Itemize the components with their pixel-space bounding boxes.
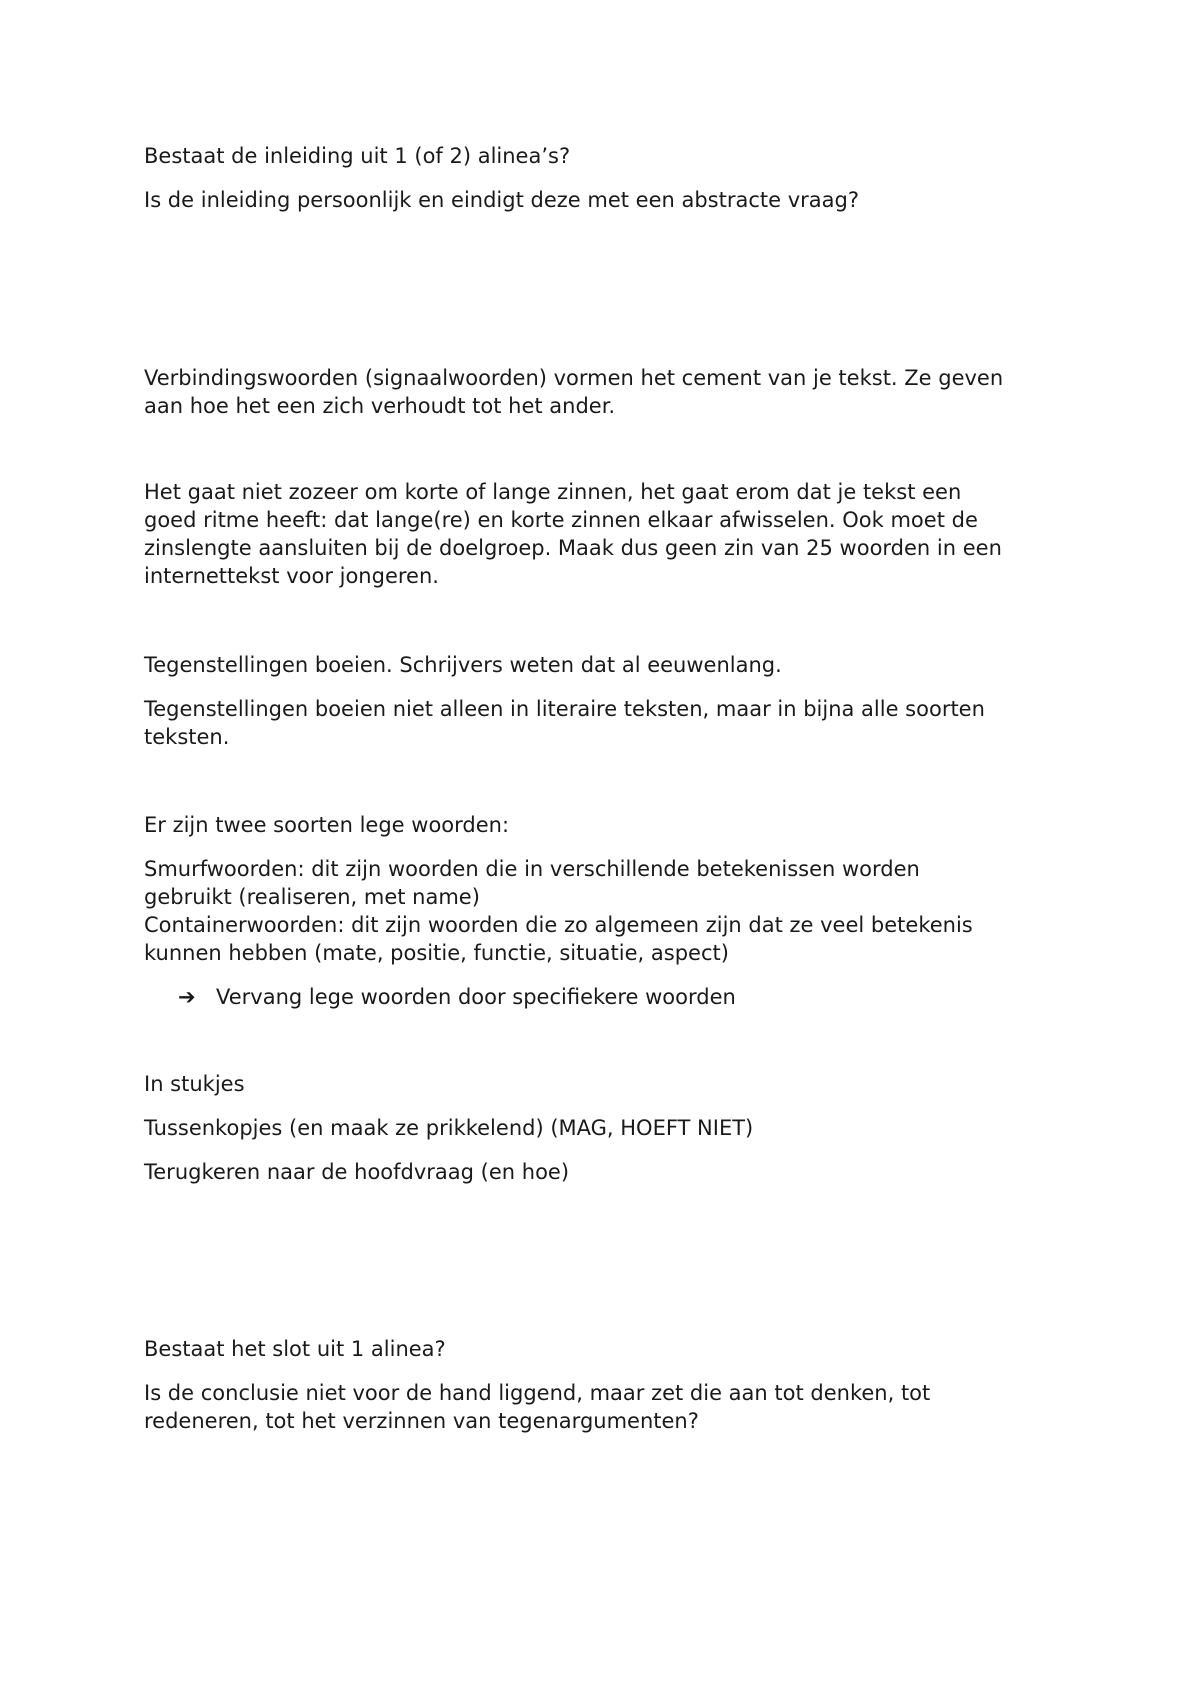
empty-words-intro: Er zijn twee soorten lege woorden: <box>144 813 510 837</box>
structure-paragraph-3: Terugkeren naar de hoofdvraag (en hoe) <box>144 1160 570 1184</box>
container-words-line-1: Containerwoorden: dit zijn woorden die zo algemeen zijn dat ze veel betekenis <box>144 913 973 937</box>
intro-question-2: Is de inleiding persoonlijk en eindigt deze met een abstracte vraag? <box>144 188 859 212</box>
connectors-line-2: aan hoe het een zich verhoudt tot het ander. <box>144 394 616 418</box>
structure-paragraph-2: Tussenkopjes (en maak ze prikkelend) (MAG, HOEFT NIET) <box>144 1116 754 1140</box>
conclusion-question-2-line-2: redeneren, tot het verzinnen van tegenargumenten? <box>144 1409 699 1433</box>
contrasts-line-1: Tegenstellingen boeien niet alleen in literaire teksten, maar in bijna alle soorten <box>144 697 985 721</box>
contrasts-line-2: teksten. <box>144 725 230 749</box>
rhythm-line-3: zinslengte aansluiten bij de doelgroep. Maak dus geen zin van 25 woorden in een <box>144 536 1002 560</box>
rhythm-line-4: internettekst voor jongeren. <box>144 564 439 588</box>
conclusion-question-2-line-1: Is de conclusie niet voor de hand liggend, maar zet die aan tot denken, tot <box>144 1381 931 1405</box>
conclusion-question-1: Bestaat het slot uit 1 alinea? <box>144 1337 446 1361</box>
intro-question-1: Bestaat de inleiding uit 1 (of 2) alinea’s? <box>144 144 571 168</box>
structure-paragraph-1: In stukjes <box>144 1072 245 1096</box>
tip-text: Vervang lege woorden door specifiekere woorden <box>216 985 736 1009</box>
rhythm-line-1: Het gaat niet zozeer om korte of lange zinnen, het gaat erom dat je tekst een <box>144 480 962 504</box>
tip-bullet <box>178 983 736 1011</box>
smurf-words-line-2: gebruikt (realiseren, met name) <box>144 885 480 909</box>
rhythm-line-2: goed ritme heeft: dat lange(re) en korte zinnen elkaar afwisselen. Ook moet de <box>144 508 978 532</box>
smurf-words-line-1: Smurfwoorden: dit zijn woorden die in verschillende betekenissen worden <box>144 857 920 881</box>
container-words-line-2: kunnen hebben (mate, positie, functie, situatie, aspect) <box>144 941 729 965</box>
contrasts-paragraph-1: Tegenstellingen boeien. Schrijvers weten dat al eeuwenlang. <box>144 653 782 677</box>
connectors-line-1: Verbindingswoorden (signaalwoorden) vormen het cement van je tekst. Ze geven <box>144 366 1004 390</box>
arrow-right-icon: ➔ <box>178 985 196 1009</box>
